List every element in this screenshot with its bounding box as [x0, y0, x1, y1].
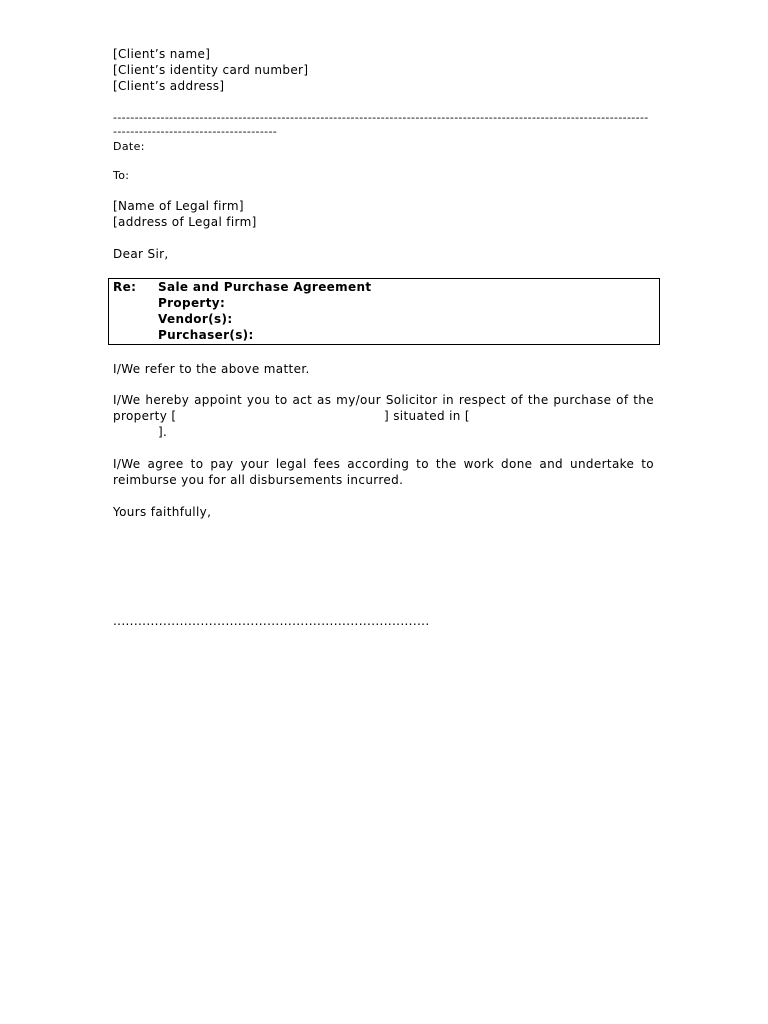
client-address: [Client’s address]: [113, 79, 225, 93]
reference-box: [108, 278, 660, 345]
purchaser-label: Purchaser(s):: [158, 328, 254, 342]
body-paragraph-3: [113, 456, 654, 488]
body-paragraph-1: I/We refer to the above matter.: [113, 362, 310, 376]
date-label: Date:: [113, 140, 145, 153]
re-row-purchaser: [113, 327, 659, 343]
re-row-vendor: [113, 311, 659, 327]
paragraph-3-line-1: I/We agree to pay your legal fees according to the work done and undertake to: [113, 457, 654, 471]
re-row-subject: [113, 279, 659, 295]
re-spacer: [113, 327, 158, 343]
separator-line-1: ----------------------------------------------------------------------------------------------------------------------------: [113, 111, 649, 124]
firm-name: [Name of Legal firm]: [113, 199, 244, 213]
re-label: Re:: [113, 280, 137, 294]
separator-line: [113, 111, 649, 139]
paragraph-2-line-1: I/We hereby appoint you to act as my/our Solicitor in respect of the purchase of the: [113, 393, 654, 407]
salutation: Dear Sir,: [113, 247, 169, 261]
property-label: Property:: [158, 296, 226, 310]
body-paragraph-2: [113, 392, 654, 440]
signature-line: ............................................................................: [113, 614, 430, 628]
to-label: To:: [113, 169, 130, 182]
recipient-details: [113, 198, 257, 230]
paragraph-2-line-3: ].: [158, 425, 168, 439]
re-spacer: [113, 311, 158, 327]
vendor-label: Vendor(s):: [158, 312, 233, 326]
situated-in-text: ] situated in [: [384, 409, 470, 423]
paragraph-2-line-2: [113, 408, 654, 424]
paragraph-3-line-2: reimburse you for all disbursements incurred.: [113, 473, 404, 487]
client-id-number: [Client’s identity card number]: [113, 63, 309, 77]
firm-address: [address of Legal firm]: [113, 215, 257, 229]
re-row-property: [113, 295, 659, 311]
closing: Yours faithfully,: [113, 505, 212, 519]
separator-line-2: --------------------------------------: [113, 125, 278, 138]
re-subject: Sale and Purchase Agreement: [158, 280, 372, 294]
re-spacer: [113, 295, 158, 311]
client-name: [Client’s name]: [113, 47, 211, 61]
property-bracket-open: property [: [113, 409, 177, 423]
client-details: [113, 46, 308, 94]
